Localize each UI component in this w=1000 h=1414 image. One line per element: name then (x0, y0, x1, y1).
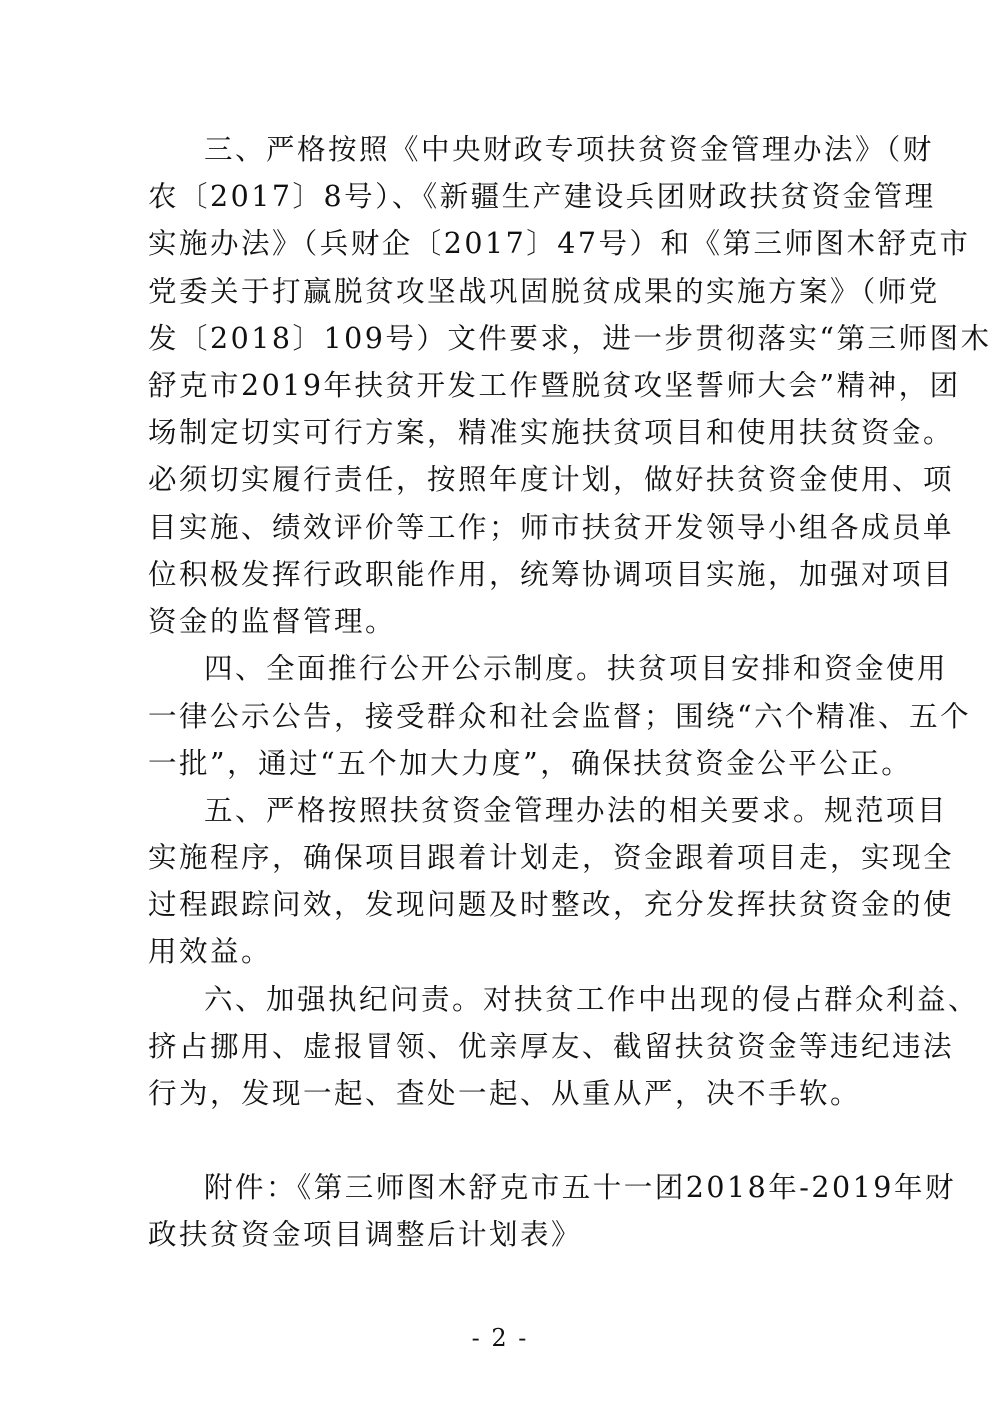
section-five-line-2: 实施程序，确保项目跟着计划走，资金跟着项目走，实现全 (148, 841, 955, 874)
section-three-line-10: 位积极发挥行政职能作用，统筹协调项目实施，加强对项目 (148, 558, 955, 591)
section-five-line-4: 用效益。 (148, 935, 273, 968)
section-five-line-1: 五、严格按照扶贫资金管理办法的相关要求。规范项目 (204, 794, 949, 827)
attachment-line-2: 政扶贫资金项目调整后计划表》 (148, 1218, 583, 1251)
section-three-line-9: 目实施、绩效评价等工作；师市扶贫开发领导小组各成员单 (148, 511, 955, 544)
page-number: - 2 - (471, 1324, 529, 1352)
section-six-line-1: 六、加强执纪问责。对扶贫工作中出现的侵占群众利益、 (204, 983, 980, 1016)
section-four-line-3: 一批”，通过“五个加大力度”，确保扶贫资金公平公正。 (148, 747, 913, 780)
section-three-line-5: 发〔2018〕109号）文件要求，进一步贯彻落实“第三师图木 (148, 322, 992, 355)
section-three-line-4: 党委关于打赢脱贫攻坚战巩固脱贫成果的实施方案》（师党 (148, 275, 940, 308)
section-four-line-1: 四、全面推行公开公示制度。扶贫项目安排和资金使用 (204, 652, 949, 685)
section-three-line-8: 必须切实履行责任，按照年度计划，做好扶贫资金使用、项 (148, 463, 955, 496)
section-three-line-3: 实施办法》（兵财企〔2017〕47号）和《第三师图木舒克市 (148, 227, 971, 260)
section-six-line-2: 挤占挪用、虚报冒领、优亲厚友、截留扶贫资金等违纪违法 (148, 1030, 955, 1063)
section-three-line-7: 场制定切实可行方案，精准实施扶贫项目和使用扶贫资金。 (148, 416, 955, 449)
section-three-line-11: 资金的监督管理。 (148, 605, 397, 638)
section-five-line-3: 过程跟踪问效，发现问题及时整改，充分发挥扶贫资金的使 (148, 888, 955, 921)
section-three-line-2: 农〔2017〕8号）、《新疆生产建设兵团财政扶贫资金管理 (148, 180, 936, 213)
attachment-line-1: 附件：《第三师图木舒克市五十一团2018年-2019年财 (204, 1171, 956, 1204)
section-six-line-3: 行为，发现一起、查处一起、从重从严，决不手软。 (148, 1077, 862, 1110)
section-three-line-1: 三、严格按照《中央财政专项扶贫资金管理办法》（财 (204, 133, 934, 166)
section-three-line-6: 舒克市2019年扶贫开发工作暨脱贫攻坚誓师大会”精神，团 (148, 369, 961, 402)
section-four-line-2: 一律公示公告，接受群众和社会监督；围绕“六个精准、五个 (148, 700, 972, 733)
